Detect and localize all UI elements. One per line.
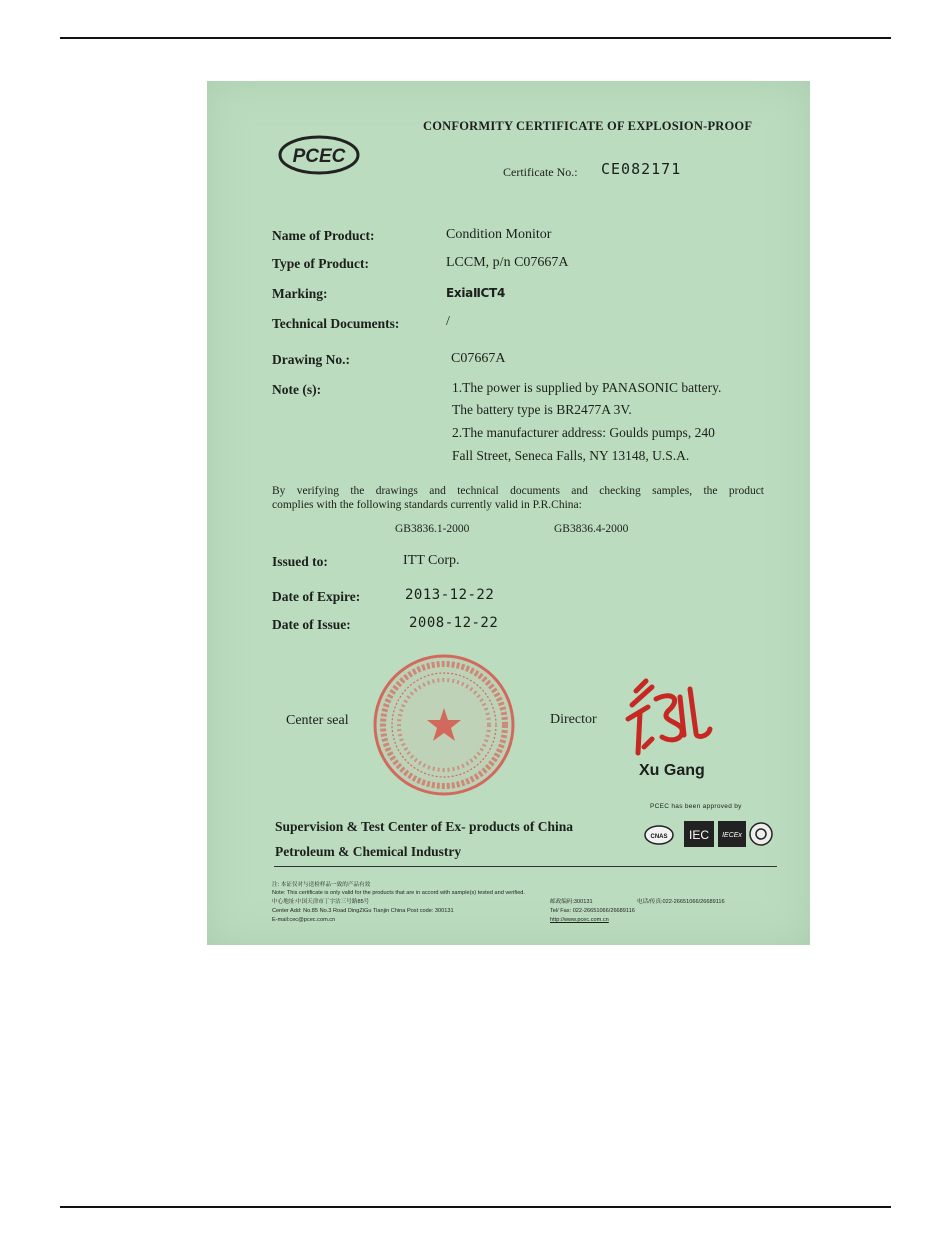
certificate-scan <box>207 81 810 945</box>
fine-print-cn-note: 注: 本证仅对与送检样品一致的产品有效 <box>272 882 371 888</box>
notes-label: Note (s): <box>272 382 322 397</box>
type-of-product-label: Type of Product: <box>272 256 369 271</box>
standard-gb3836-1: GB3836.1-2000 <box>395 523 470 535</box>
note-line: Fall Street, Seneca Falls, NY 13148, U.S.A. <box>452 448 690 463</box>
footer-divider <box>274 866 777 867</box>
approved-by-text: PCEC has been approved by <box>650 803 742 810</box>
verification-text-line1: By verifying the drawings and technical documents and checking samples, the product <box>272 485 764 497</box>
fine-print-email: E-mail:cec@pcec.com.cn <box>272 917 336 923</box>
date-of-issue-label: Date of Issue: <box>272 617 351 632</box>
date-of-issue-value: 2008-12-22 <box>409 615 499 631</box>
verification-text-line2: complies with the following standards currently valid in P.R.China: <box>272 499 582 511</box>
drawing-no-value: C07667A <box>451 351 506 366</box>
standard-gb3836-4: GB3836.4-2000 <box>554 523 629 535</box>
issued-to-value: ITT Corp. <box>403 553 460 568</box>
iecex-badge: IECEx <box>722 832 742 839</box>
center-seal-stamp <box>372 653 517 798</box>
marking-value: ExiaⅡCT4 <box>446 286 505 300</box>
director-name: Xu Gang <box>639 762 705 779</box>
fine-print-url[interactable]: http://www.pcec.com.cn <box>550 917 609 923</box>
date-of-expire-value: 2013-12-22 <box>405 587 495 603</box>
pcec-logo <box>277 134 361 176</box>
note-line: The battery type is BR2477A 3V. <box>452 402 632 417</box>
director-signature <box>622 677 714 757</box>
fine-print-cn-address: 中心地址:中国天津市丁字沽三号路85号 <box>272 899 370 905</box>
drawing-no-label: Drawing No.: <box>272 352 350 367</box>
type-of-product-value: LCCM, p/n C07667A <box>446 255 569 270</box>
note-line: 1.The power is supplied by PANASONIC battery. <box>452 380 722 395</box>
certificate-no-label: Certificate No.: <box>503 165 578 179</box>
fine-print-tel-fax: Tel/ Fax: 022-26651066/26689116 <box>550 908 635 914</box>
accreditation-badges <box>644 815 774 849</box>
iec-badge: IEC <box>688 828 710 842</box>
certificate-title: CONFORMITY CERTIFICATE OF EXPLOSION-PROOF <box>423 119 753 133</box>
fine-print-cn-phone: 电话/传真:022-26651066/26689116 <box>637 899 725 905</box>
issued-to-label: Issued to: <box>272 554 328 569</box>
fine-print-en-address: Center Add: No.85 No.3 Road DingZiGu Tianjin China Post code: 300131 <box>272 908 454 914</box>
fine-print-cn-postcode: 邮政编码:300131 <box>550 899 593 905</box>
page-bottom-rule <box>60 1206 891 1208</box>
svg-text:PCEC: PCEC <box>292 146 346 167</box>
organization-line1: Supervision & Test Center of Ex- products of China <box>275 819 574 834</box>
name-of-product-label: Name of Product: <box>272 228 375 243</box>
technical-documents-label: Technical Documents: <box>272 316 400 331</box>
name-of-product-value: Condition Monitor <box>446 227 552 242</box>
director-label: Director <box>550 712 597 727</box>
center-seal-label: Center seal <box>286 713 349 728</box>
cnas-badge: CNAS <box>650 834 668 840</box>
note-line: 2.The manufacturer address: Goulds pumps, 240 <box>452 425 715 440</box>
date-of-expire-label: Date of Expire: <box>272 589 361 604</box>
marking-label: Marking: <box>272 286 328 301</box>
certificate-no: CE082171 <box>601 160 682 178</box>
organization-line2: Petroleum & Chemical Industry <box>275 844 462 859</box>
page-top-rule <box>60 37 891 39</box>
technical-documents-value: / <box>446 314 450 329</box>
fine-print-en-note: Note: This certificate is only valid for the products that are in accord with sample(s) tested and verified. <box>272 890 525 896</box>
